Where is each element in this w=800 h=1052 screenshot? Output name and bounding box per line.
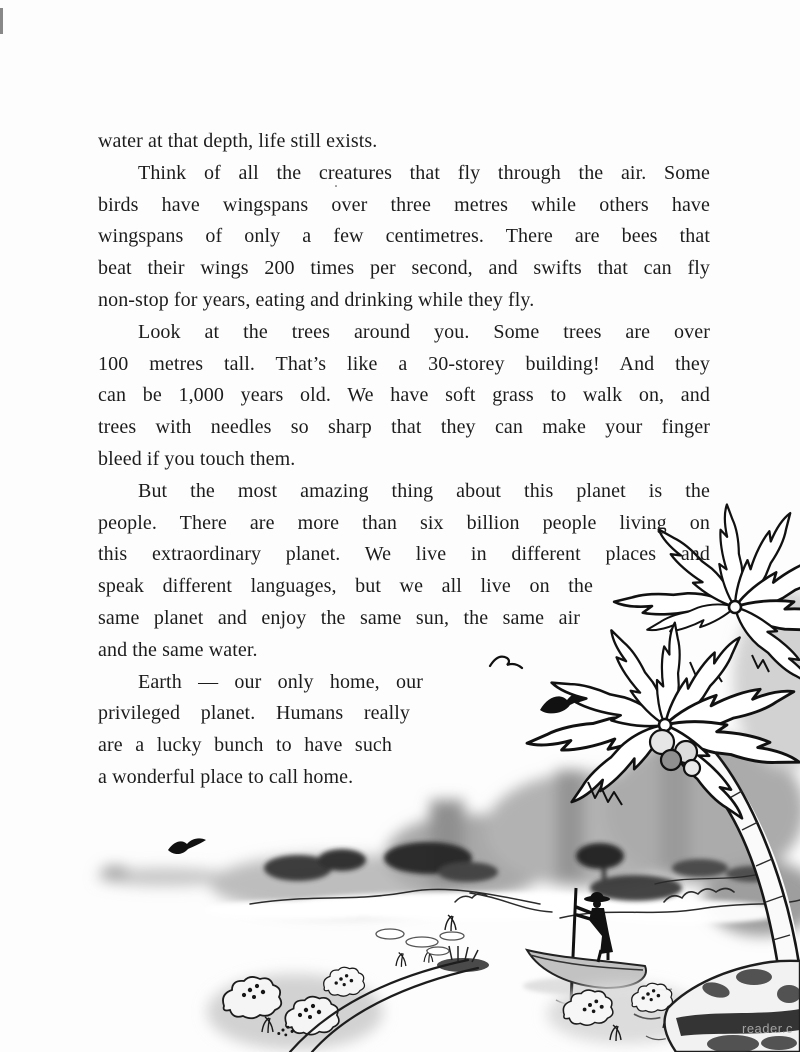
- text-line: beat their wings 200 times per second, and swifts that can fly: [98, 257, 710, 280]
- text-line: privileged planet. Humans really: [98, 702, 410, 725]
- text-line: a wonderful place to call home.: [98, 765, 354, 788]
- text-line: same planet and enjoy the same sun, the same air: [98, 606, 580, 629]
- text-line: and the same water.: [98, 638, 258, 661]
- text-line: water at that depth, life still exists.: [98, 130, 378, 152]
- scan-edge-artifact: [0, 8, 3, 34]
- text-line: non-stop for years, eating and drinking while they fly.: [98, 288, 535, 311]
- page-text: [98, 126, 710, 794]
- text-line: this extraordinary planet. We live in different places and: [98, 543, 710, 566]
- text-line: speak different languages, but we all live on the: [98, 575, 593, 598]
- text-line: birds have wingspans over three metres while others have: [98, 193, 710, 216]
- text-line: Earth — our only home, our: [138, 670, 423, 693]
- text-line: But the most amazing thing about this planet is the: [138, 479, 710, 502]
- text-line: bleed if you touch them.: [98, 447, 296, 470]
- text-line: Think of all the creatures that fly through the air. Some: [138, 161, 710, 184]
- text-line: 100 metres tall. That’s like a 30-storey building! And they: [98, 352, 710, 375]
- watermark: reader.c: [742, 1021, 793, 1036]
- text-line: can be 1,000 years old. We have soft grass to walk on, and: [98, 384, 710, 407]
- text-line: are a lucky bunch to have such: [98, 734, 392, 757]
- text-line: trees with needles so sharp that they can make your finger: [98, 416, 710, 439]
- text-line: Look at the trees around you. Some trees are over: [138, 320, 710, 343]
- bird-solid-left: [168, 838, 206, 854]
- text-line: wingspans of only a few centimetres. There are bees that: [98, 225, 710, 248]
- text-line: people. There are more than six billion people living on: [98, 511, 710, 534]
